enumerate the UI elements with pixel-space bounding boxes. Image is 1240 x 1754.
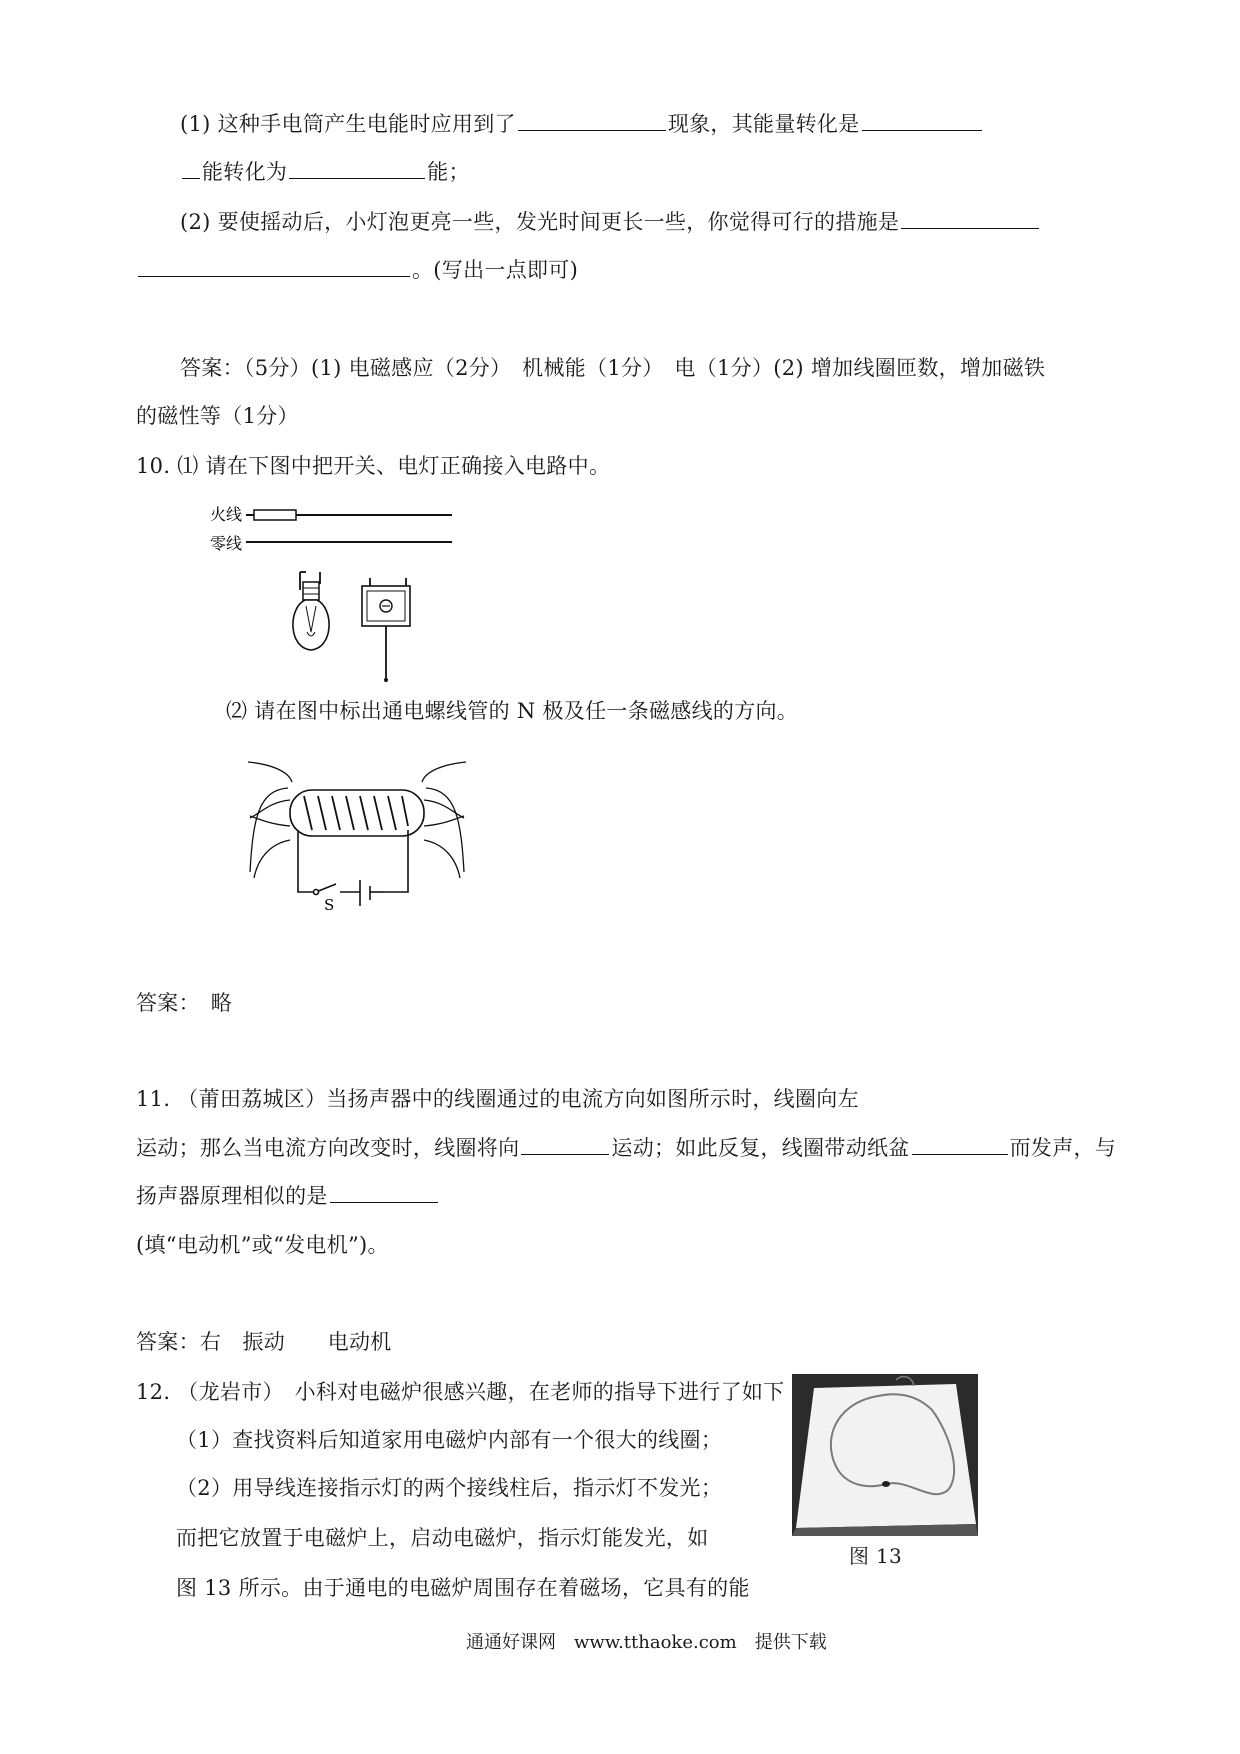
answer-blank [901, 208, 1039, 229]
q10-stem: 10. ⑴ 请在下图中把开关、电灯正确接入电路中。 [136, 454, 611, 478]
answer-blank [912, 1134, 1008, 1155]
house-circuit-diagram [210, 500, 454, 682]
q9-text: (1) 这种手电筒产生电能时应用到了 [180, 112, 516, 136]
solenoid-figure [248, 760, 466, 912]
answer-blank [518, 110, 666, 131]
q11-text: 运动；那么当电流方向改变时，线圈将向 [136, 1136, 520, 1160]
q9-part1-line1 [180, 110, 984, 138]
q10-answer: 答案： 略 [136, 991, 232, 1015]
q12-line2: （1）查找资料后知道家用电磁炉内部有一个很大的线圈； [176, 1428, 723, 1452]
q11-text: 扬声器原理相似的是 [136, 1184, 328, 1208]
answer-blank [182, 158, 200, 179]
wall-switch-icon [362, 578, 410, 682]
answer-blank [862, 110, 982, 131]
battery-circuit [298, 830, 408, 906]
q9-part1-line2 [180, 158, 470, 186]
house-circuit-figure [210, 500, 454, 682]
answer-blank [521, 1134, 609, 1155]
q9-text: 。(写出一点即可) [412, 258, 579, 282]
q9-part2-line2 [136, 256, 578, 284]
q9-text: 能转化为 [202, 160, 288, 184]
solenoid-core [290, 790, 424, 836]
figure-13-caption: 图 13 [849, 1544, 903, 1568]
q12-line1: 12. （龙岩市） 小科对电磁炉很感兴趣，在老师的指导下进行了如下 [136, 1380, 785, 1404]
q11-text: 而发声，与 [1009, 1136, 1117, 1160]
page-footer: 通通好课网 www.tthaoke.com 提供下载 [466, 1632, 827, 1653]
induction-cooker-photo [792, 1374, 978, 1536]
q12-line3: （2）用导线连接指示灯的两个接线柱后，指示灯不发光； [176, 1476, 723, 1500]
q11-line1: 11. （莆田荔城区）当扬声器中的线圈通过的电流方向如图所示时，线圈向左 [136, 1087, 859, 1111]
q12-line4: 而把它放置于电磁炉上，启动电磁炉，指示灯能发光，如 [176, 1526, 709, 1550]
induction-cooker-image [792, 1374, 978, 1536]
q11-line2 [136, 1134, 1116, 1162]
q11-answer: 答案：右 振动 电动机 [136, 1330, 392, 1354]
q9-answer-line1: 答案：（5分）(1) 电磁感应（2分） 机械能（1分） 电（1分）(2) 增加线圈匝数，增加磁铁 [180, 356, 1046, 380]
q9-answer-line2: 的磁性等（1分） [136, 404, 299, 428]
q9-text: (2) 要使摇动后，小灯泡更亮一些，发光时间更长一些，你觉得可行的措施是 [180, 210, 900, 234]
fuse-icon [254, 510, 296, 520]
light-bulb-icon [293, 572, 329, 650]
solenoid-diagram [248, 760, 466, 912]
q9-text: 能； [427, 160, 470, 184]
q11-line4: (填“电动机”或“发电机”)。 [136, 1233, 389, 1257]
live-wire-label: 火线 [210, 505, 243, 524]
q11-line3 [136, 1182, 440, 1210]
q9-part2-line1 [180, 208, 1041, 236]
neutral-wire-label: 零线 [210, 534, 243, 553]
q12-line5: 图 13 所示。由于通电的电磁炉周围存在着磁场，它具有的能 [176, 1576, 750, 1600]
answer-blank [330, 1182, 438, 1203]
answer-blank [289, 158, 425, 179]
answer-blank [138, 256, 410, 277]
q10-part2: ⑵ 请在图中标出通电螺线管的 N 极及任一条磁感线的方向。 [226, 699, 799, 723]
switch-label: S [324, 896, 335, 912]
q9-text: 现象，其能量转化是 [667, 112, 860, 136]
q11-text: 运动；如此反复，线圈带动纸盆 [611, 1136, 910, 1160]
